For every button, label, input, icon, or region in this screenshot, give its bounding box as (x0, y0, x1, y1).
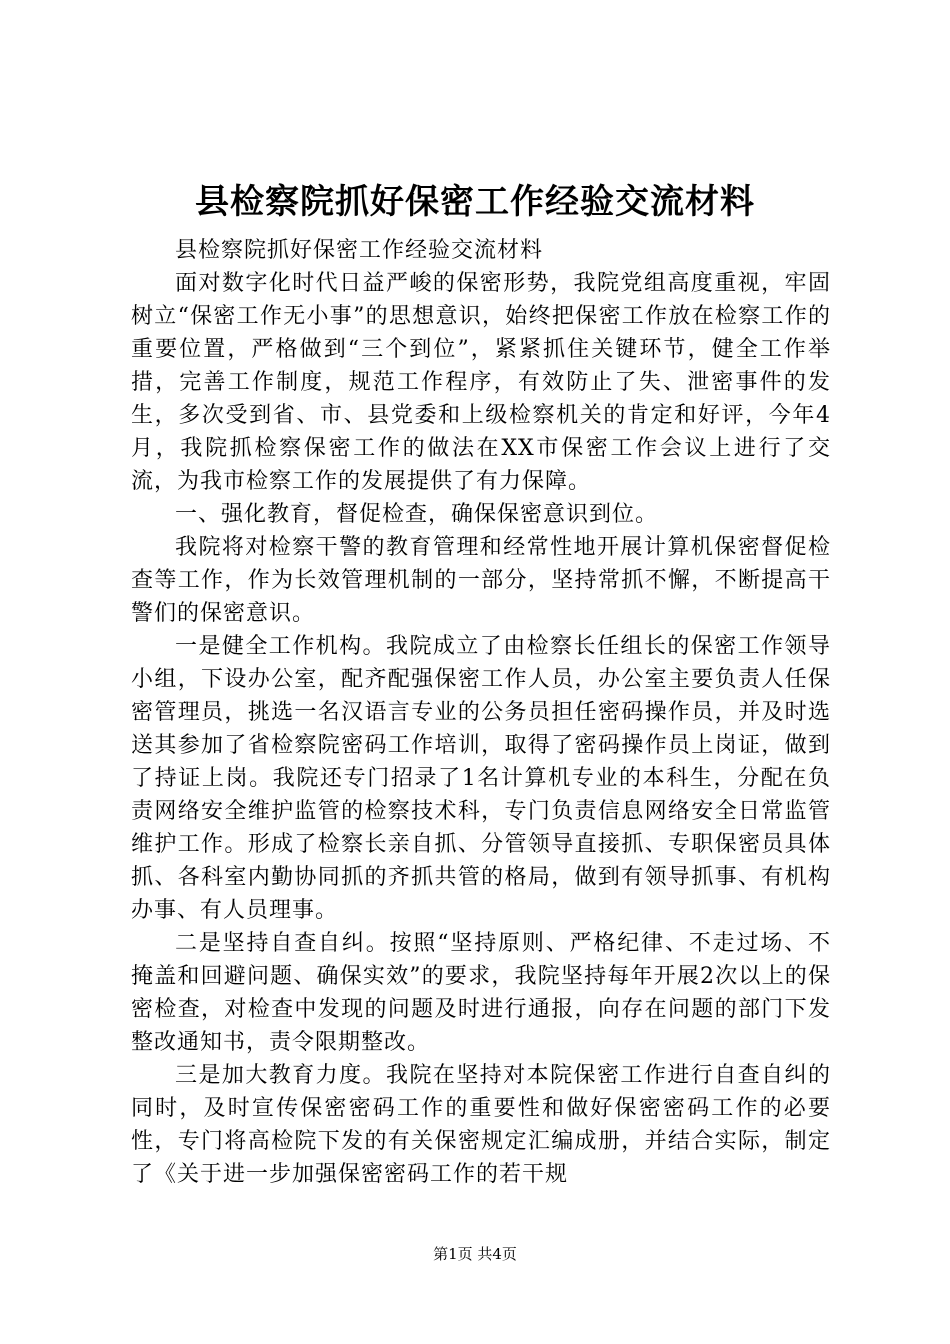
paragraph-item-2: 二是坚持自查自纠。按照“坚持原则、严格纪律、不走过场、不掩盖和回避问题、确保实效”的要求，我院坚持每年开展2次以上的保密检查，对检查中发现的问题及时进行通报，向存在问题的部门下发整改通知书，责令限期整改。 (131, 931, 831, 1055)
section-heading-1: 一、强化教育，督促检查，确保保密意识到位。 (175, 502, 659, 527)
document-title: 县检察院抓好保密工作经验交流材料 (195, 182, 755, 222)
paragraph-intro: 面对数字化时代日益严峻的保密形势，我院党组高度重视，牢固树立“保密工作无小事”的思想意识，始终把保密工作放在检察工作的重要位置，严格做到“三个到位”，紧紧抓住关键环节，健全工作举措，完善工作制度，规范工作程序，有效防止了失、泄密事件的发生，多次受到省、市、县党委和上级检察机关的肯定和好评，今年4月，我院抓检察保密工作的做法在XX市保密工作会议上进行了交流，为我市检察工作的发展提供了有力保障。 (131, 271, 831, 494)
page-number-footer: 第1页 共4页 (433, 1245, 517, 1263)
paragraph-item-3: 三是加大教育力度。我院在坚持对本院保密工作进行自查自纠的同时，及时宣传保密密码工作的重要性和做好保密密码工作的必要性，专门将高检院下发的有关保密规定汇编成册，并结合实际，制定了《关于进一步加强保密密码工作的若干规 (131, 1063, 831, 1187)
document-body (131, 234, 831, 1191)
paragraph-item-1: 一是健全工作机构。我院成立了由检察长任组长的保密工作领导小组，下设办公室，配齐配强保密工作人员，办公室主要负责人任保密管理员，挑选一名汉语言专业的公务员担任密码操作员，并及时选送其参加了省检察院密码工作培训，取得了密码操作员上岗证，做到了持证上岗。我院还专门招录了1名计算机专业的本科生，分配在负责网络安全维护监管的检察技术科，专门负责信息网络安全日常监管维护工作。形成了检察长亲自抓、分管领导直接抓、专职保密员具体抓、各科室内勤协同抓的齐抓共管的格局，做到有领导抓事、有机构办事、有人员理事。 (131, 634, 831, 923)
paragraph-section-1: 我院将对检察干警的教育管理和经常性地开展计算机保密督促检查等工作，作为长效管理机制的一部分，坚持常抓不懈，不断提高干警们的保密意识。 (131, 535, 831, 626)
paragraph-subtitle: 县检察院抓好保密工作经验交流材料 (175, 238, 544, 263)
